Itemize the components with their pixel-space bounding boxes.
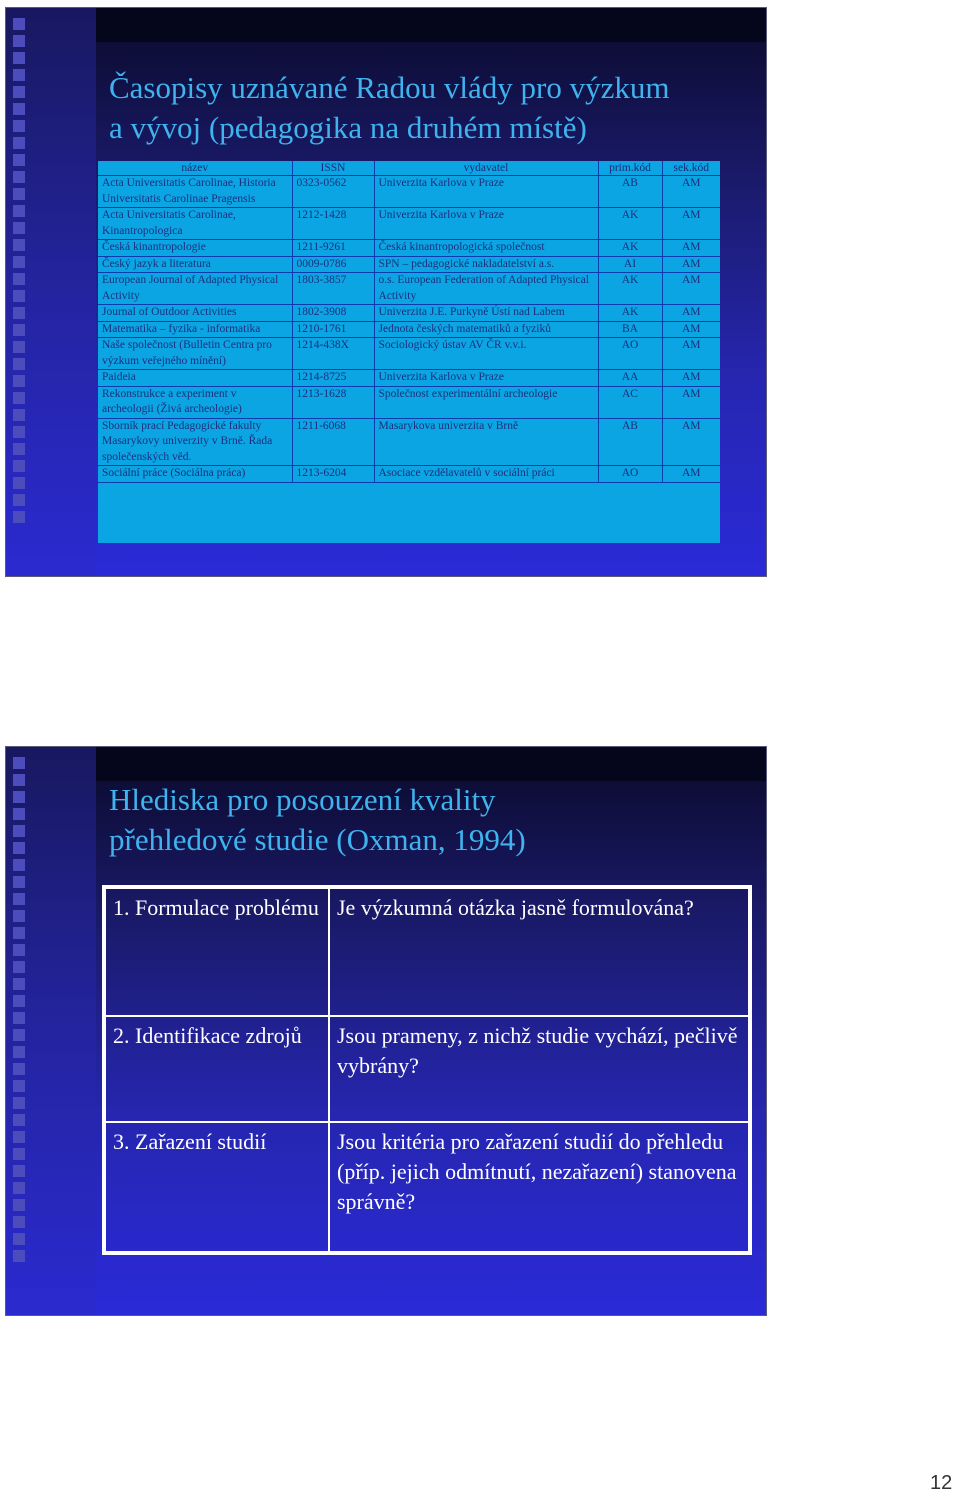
decorative-square: [13, 893, 25, 905]
decorative-square: [13, 324, 25, 336]
decorative-square: [13, 859, 25, 871]
secondary-code-cell: AM: [662, 370, 720, 387]
secondary-code-cell: AM: [662, 273, 720, 305]
journals-table: [98, 161, 720, 543]
publisher-cell: o.s. European Federation of Adapted Physical Activity: [374, 273, 598, 305]
decorative-square: [13, 137, 25, 149]
table-header-row: [98, 161, 720, 176]
issn-cell: 1213-1628: [292, 386, 374, 418]
decorative-square: [13, 256, 25, 268]
issn-cell: 1210-1761: [292, 321, 374, 338]
decorative-square: [13, 52, 25, 64]
decorative-square: [13, 757, 25, 769]
primary-code-cell: AA: [598, 370, 662, 387]
journal-name-cell: European Journal of Adapted Physical Activity: [98, 273, 292, 305]
secondary-code-cell: AM: [662, 466, 720, 483]
table-row: [105, 1016, 749, 1122]
journal-name-cell: Matematika – fyzika - informatika: [98, 321, 292, 338]
decorative-square: [13, 825, 25, 837]
column-header-publisher: vydavatel: [374, 161, 598, 176]
decorative-square: [13, 1012, 25, 1024]
decorative-square: [13, 392, 25, 404]
decorative-square: [13, 18, 25, 30]
issn-cell: 1214-8725: [292, 370, 374, 387]
publisher-cell: Asociace vzdělavatelů v sociální práci: [374, 466, 598, 483]
decorative-square: [13, 1063, 25, 1075]
decorative-square: [13, 1029, 25, 1041]
decorative-square: [13, 910, 25, 922]
slide-journals: [5, 7, 767, 577]
journal-name-cell: Journal of Outdoor Activities: [98, 305, 292, 322]
primary-code-cell: AB: [598, 418, 662, 466]
title-line: Časopisy uznávané Radou vlády pro výzkum: [109, 70, 670, 105]
primary-code-cell: BA: [598, 321, 662, 338]
decorative-square: [13, 307, 25, 319]
slide-top-band: [96, 8, 766, 42]
title-line: a vývoj (pedagogika na druhém místě): [109, 110, 587, 145]
decorative-square: [13, 1097, 25, 1109]
decorative-square: [13, 103, 25, 115]
issn-cell: 1214-438X: [292, 338, 374, 370]
slide-title: [109, 68, 669, 148]
table-row: [105, 1122, 749, 1252]
decorative-square: [13, 1165, 25, 1177]
publisher-cell: Sociologický ústav AV ČR v.v.i.: [374, 338, 598, 370]
title-line: přehledové studie (Oxman, 1994): [109, 822, 526, 857]
primary-code-cell: AC: [598, 386, 662, 418]
criteria-table: [102, 885, 752, 1255]
secondary-code-cell: AM: [662, 338, 720, 370]
journal-name-cell: Česká kinantropologie: [98, 240, 292, 257]
decorative-square: [13, 808, 25, 820]
table-row: [98, 418, 720, 466]
primary-code-cell: AB: [598, 176, 662, 208]
decorative-squares: [13, 18, 33, 528]
decorative-square: [13, 1148, 25, 1160]
table-row: [98, 176, 720, 208]
primary-code-cell: AK: [598, 208, 662, 240]
slide-top-band: [96, 747, 766, 781]
table-row: [98, 240, 720, 257]
issn-cell: 1211-6068: [292, 418, 374, 466]
journal-name-cell: Sborník prací Pedagogické fakulty Masarykovy univerzity v Brně. Řada společenských věd.: [98, 418, 292, 466]
decorative-square: [13, 791, 25, 803]
decorative-square: [13, 842, 25, 854]
table-row: [105, 888, 749, 1016]
decorative-square: [13, 171, 25, 183]
issn-cell: 0323-0562: [292, 176, 374, 208]
primary-code-cell: AK: [598, 273, 662, 305]
publisher-cell: Společnost experimentální archeologie: [374, 386, 598, 418]
decorative-square: [13, 1131, 25, 1143]
publisher-cell: Jednota českých matematiků a fyziků: [374, 321, 598, 338]
table-row: [98, 338, 720, 370]
journal-name-cell: Český jazyk a literatura: [98, 256, 292, 273]
journal-name-cell: Sociální práce (Sociálna práca): [98, 466, 292, 483]
decorative-square: [13, 1250, 25, 1262]
decorative-square: [13, 978, 25, 990]
question-cell: Jsou prameny, z nichž studie vychází, pečlivě vybrány?: [329, 1016, 749, 1122]
title-line: Hlediska pro posouzení kvality: [109, 782, 496, 817]
decorative-square: [13, 443, 25, 455]
issn-cell: 1802-3908: [292, 305, 374, 322]
primary-code-cell: AO: [598, 338, 662, 370]
slide-left-strip: [6, 8, 96, 576]
decorative-square: [13, 944, 25, 956]
question-cell: Je výzkumná otázka jasně formulována?: [329, 888, 749, 1016]
column-header-name: název: [98, 161, 292, 176]
criterion-cell: 2. Identifikace zdrojů: [105, 1016, 329, 1122]
slide-title: [109, 780, 526, 860]
issn-cell: 1212-1428: [292, 208, 374, 240]
secondary-code-cell: AM: [662, 240, 720, 257]
secondary-code-cell: AM: [662, 418, 720, 466]
decorative-square: [13, 927, 25, 939]
publisher-cell: Česká kinantropologická společnost: [374, 240, 598, 257]
decorative-square: [13, 460, 25, 472]
decorative-square: [13, 1233, 25, 1245]
issn-cell: 1803-3857: [292, 273, 374, 305]
primary-code-cell: AK: [598, 305, 662, 322]
publisher-cell: Univerzita J.E. Purkyně Ústí nad Labem: [374, 305, 598, 322]
decorative-square: [13, 426, 25, 438]
slide-review-criteria: [5, 746, 767, 1316]
decorative-square: [13, 494, 25, 506]
secondary-code-cell: AM: [662, 305, 720, 322]
primary-code-cell: AO: [598, 466, 662, 483]
slide-left-strip: [6, 747, 96, 1315]
journal-name-cell: Paideia: [98, 370, 292, 387]
secondary-code-cell: AM: [662, 386, 720, 418]
decorative-square: [13, 120, 25, 132]
column-header-secondary-code: sek.kód: [662, 161, 720, 176]
secondary-code-cell: AM: [662, 321, 720, 338]
primary-code-cell: AI: [598, 256, 662, 273]
primary-code-cell: AK: [598, 240, 662, 257]
decorative-square: [13, 290, 25, 302]
decorative-square: [13, 1046, 25, 1058]
decorative-square: [13, 511, 25, 523]
journal-name-cell: Naše společnost (Bulletin Centra pro výzkum veřejného mínění): [98, 338, 292, 370]
decorative-square: [13, 69, 25, 81]
decorative-square: [13, 239, 25, 251]
decorative-square: [13, 1199, 25, 1211]
column-header-issn: ISSN: [292, 161, 374, 176]
decorative-square: [13, 961, 25, 973]
decorative-square: [13, 1216, 25, 1228]
publisher-cell: Univerzita Karlova v Praze: [374, 176, 598, 208]
table-row: [98, 305, 720, 322]
journal-name-cell: Acta Universitatis Carolinae, Kinantropologica: [98, 208, 292, 240]
table-row: [98, 321, 720, 338]
decorative-square: [13, 222, 25, 234]
publisher-cell: Univerzita Karlova v Praze: [374, 370, 598, 387]
secondary-code-cell: AM: [662, 256, 720, 273]
table-row: [98, 256, 720, 273]
issn-cell: 1213-6204: [292, 466, 374, 483]
publisher-cell: Univerzita Karlova v Praze: [374, 208, 598, 240]
secondary-code-cell: AM: [662, 208, 720, 240]
criterion-cell: 1. Formulace problému: [105, 888, 329, 1016]
decorative-square: [13, 995, 25, 1007]
decorative-square: [13, 1114, 25, 1126]
table-row: [98, 273, 720, 305]
decorative-square: [13, 876, 25, 888]
decorative-square: [13, 409, 25, 421]
decorative-square: [13, 205, 25, 217]
publisher-cell: SPN – pedagogické nakladatelství a.s.: [374, 256, 598, 273]
page-number: 12: [930, 1472, 953, 1494]
decorative-square: [13, 86, 25, 98]
table-row: [98, 466, 720, 483]
decorative-square: [13, 1080, 25, 1092]
decorative-square: [13, 477, 25, 489]
journal-name-cell: Acta Universitatis Carolinae, Historia Universitatis Carolinae Pragensis: [98, 176, 292, 208]
decorative-square: [13, 774, 25, 786]
column-header-primary-code: prim.kód: [598, 161, 662, 176]
decorative-square: [13, 35, 25, 47]
decorative-square: [13, 188, 25, 200]
table-row: [98, 208, 720, 240]
decorative-square: [13, 375, 25, 387]
decorative-square: [13, 154, 25, 166]
decorative-square: [13, 358, 25, 370]
publisher-cell: Masarykova univerzita v Brně: [374, 418, 598, 466]
decorative-squares: [13, 757, 33, 1267]
decorative-square: [13, 1182, 25, 1194]
issn-cell: 1211-9261: [292, 240, 374, 257]
secondary-code-cell: AM: [662, 176, 720, 208]
table-row: [98, 386, 720, 418]
issn-cell: 0009-0786: [292, 256, 374, 273]
question-cell: Jsou kritéria pro zařazení studií do přehledu (příp. jejich odmítnutí, nezařazení) stanovena správně?: [329, 1122, 749, 1252]
decorative-square: [13, 273, 25, 285]
journal-name-cell: Rekonstrukce a experiment v archeologii (Živá archeologie): [98, 386, 292, 418]
decorative-square: [13, 341, 25, 353]
criterion-cell: 3. Zařazení studií: [105, 1122, 329, 1252]
table-row: [98, 370, 720, 387]
